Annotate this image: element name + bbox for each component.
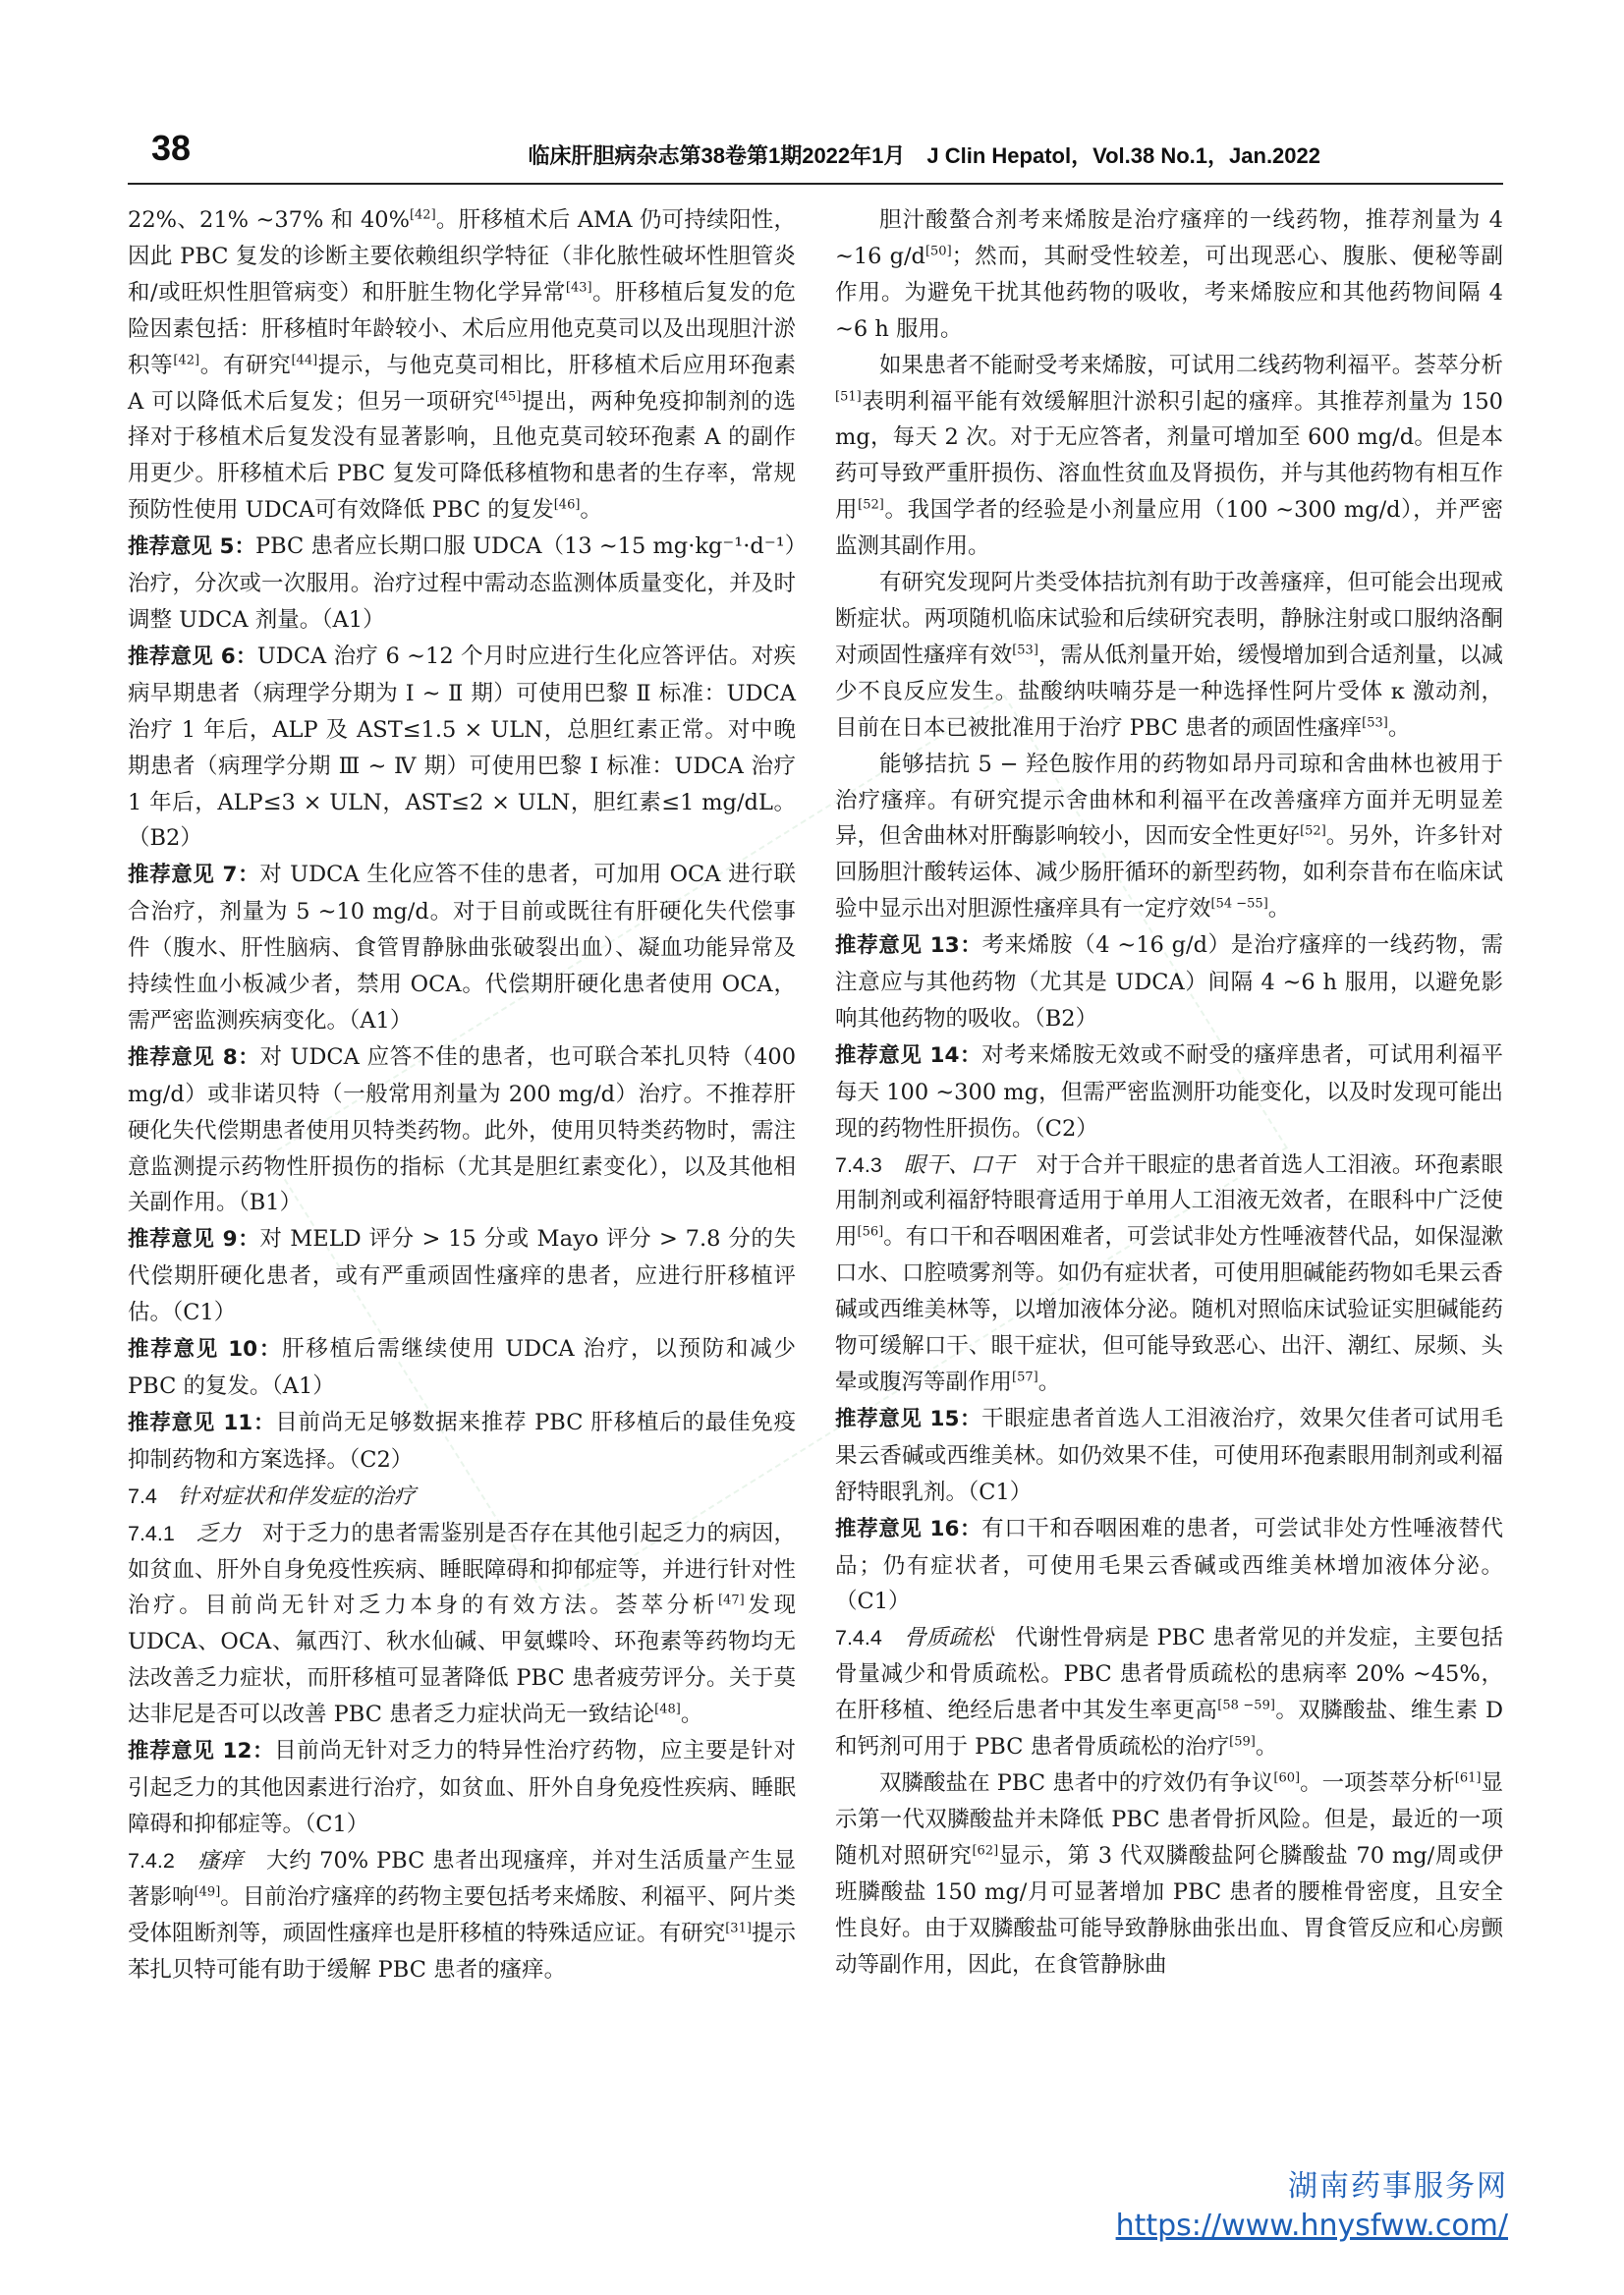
recommendation-12: 推荐意见 12：目前尚无针对乏力的特异性治疗药物，应主要是针对引起乏力的其他因素进行治疗，如贫血、肝外自身免疫性疾病、睡眠障碍和抑郁症等。（C1）	[128, 1738, 796, 1837]
citation: [49]	[194, 1884, 221, 1900]
section-heading-7-4: 7.4 针对症状和伴发症的治疗	[128, 1483, 416, 1509]
recommendation-10: 推荐意见 10：肝移植后需继续使用 UDCA 治疗，以预防和减少 PBC 的复发。（A1）	[128, 1336, 796, 1399]
citation: [48]	[654, 1702, 681, 1717]
recommendation-16: 推荐意见 16：有口干和吞咽困难的患者，可尝试非处方性唾液替代品；仍有症状者，可使用毛果云香碱或西维美林增加液体分泌。（C1）	[835, 1515, 1503, 1615]
citation: [52]	[858, 497, 884, 513]
section-7-4-3: 7.4.3 眼干、口干 对于合并干眼症的患者首选人工泪液。环孢素眼用制剂或利福舒特眼膏适用于单用人工泪液无效者，在眼科中广泛使用[56]。有口干和吞咽困难者，可尝试非处方性唾液替代品，如保湿漱口水、口腔喷雾剂等。如仍有症状者，可使用胆碱能药物如毛果云香碱或西维美林等，以增加液体分泌。随机对照临床试验证实胆碱能药物可缓解口干、眼干症状，但可能导致恶心、出汗、潮红、尿频、头晕或腹泻等副作用[57]。	[835, 1151, 1503, 1395]
citation: [42]	[173, 353, 200, 368]
left-column	[128, 202, 796, 1987]
section-7-4-1: 7.4.1 乏力 对于乏力的患者需鉴别是否存在其他引起乏力的病因，如贫血、肝外自身免疫性疾病、睡眠障碍和抑郁症等，并进行针对性治疗。目前尚无针对乏力本身的有效方法。荟萃分析[47]发现 UDCA、OCA、氟西汀、秋水仙碱、甲氨蝶呤、环孢素等药物均无法改善乏力症状，而肝移植可显著降低 PBC 患者疲劳评分。关于莫达非尼是否可以改善 PBC 患者乏力症状尚无一致结论[48]。	[128, 1520, 796, 1728]
recommendation-label: 推荐意见 7：	[128, 863, 260, 888]
paragraph: 能够拮抗 5 − 羟色胺作用的药物如昂丹司琼和舍曲林也被用于治疗瘙痒。有研究提示舍曲林和利福平在改善瘙痒方面并无明显差异，但舍曲林对肝酶影响较小，因而安全性更好[52]。另外，许多针对回肠胆汁酸转运体、减少肠肝循环的新型药物，如利奈昔布在临床试验中显示出对胆源性瘙痒具有一定疗效[54 −55]。	[835, 751, 1503, 923]
site-name: 湖南药事服务网	[1288, 2169, 1508, 2204]
recommendation-label: 推荐意见 8：	[128, 1044, 260, 1070]
running-header	[128, 126, 1503, 175]
recommendation-14: 推荐意见 14：对考来烯胺无效或不耐受的瘙痒患者，可试用利福平每天 100 ~300 mg，但需严密监测肝功能变化，以及时发现可能出现的药物性肝损伤。（C2）	[835, 1041, 1503, 1142]
citation: [54 −55]	[1210, 896, 1268, 912]
citation: [60]	[1273, 1770, 1301, 1786]
header-rule	[128, 183, 1503, 185]
subsection-title: 瘙痒	[197, 1847, 244, 1874]
paragraph: 22%、21% ~37% 和 40%[42]。肝移植术后 AMA 仍可持续阳性，因此 PBC 复发的诊断主要依赖组织学特征（非化脓性破坏性胆管炎和/或旺炽性胆管病变）和肝脏生物化学异常[43]。肝移植后复发的危险因素包括：肝移植时年龄较小、术后应用他克莫司以及出现胆汁淤积等[42]。有研究[44]提示，与他克莫司相比，肝移植术后应用环孢素 A 可以降低术后复发；但另一项研究[45]提出，两种免疫抑制剂的选择对于移植术后复发没有显著影响，且他克莫司较环孢素 A 的副作用更少。肝移植术后 PBC 复发可降低移植物和患者的生存率，常规预防性使用 UDCA可有效降低 PBC 的复发[46]。	[128, 207, 796, 524]
recommendation-9: 推荐意见 9：对 MELD 评分 > 15 分或 Mayo 评分 > 7.8 分的失代偿期肝硬化患者，或有严重顽固性瘙痒的患者，应进行肝移植评估。（C1）	[128, 1226, 796, 1326]
journal-title: 临床肝胆病杂志第38卷第1期2022年1月 J Clin Hepatol，Vol.38 No.1，Jan.2022	[528, 143, 1320, 168]
site-url-link[interactable]: https://www.hnysfww.com/	[1115, 2209, 1508, 2243]
paragraph: 胆汁酸螯合剂考来烯胺是治疗瘙痒的一线药物，推荐剂量为 4 ~16 g/d[50]；然而，其耐受性较差，可出现恶心、腹胀、便秘等副作用。为避免干扰其他药物的吸收，考来烯胺应和其他药物间隔 4 ~6 h 服用。	[835, 207, 1503, 342]
page-number: 38	[151, 128, 192, 168]
subsection-title: 骨质疏松	[904, 1625, 994, 1651]
citation: [59]	[1229, 1734, 1256, 1750]
paragraph: 如果患者不能耐受考来烯胺，可试用二线药物利福平。荟萃分析[51]表明利福平能有效缓解胆汁淤积引起的瘙痒。其推荐剂量为 150 mg，每天 2 次。对于无应答者，剂量可增加至 600 mg/d。但是本药可导致严重肝损伤、溶血性贫血及肾损伤，并与其他药物有相互作用[52]。我国学者的经验是小剂量应用（100 ~300 mg/d），并严密监测其副作用。	[835, 352, 1503, 560]
citation: [52]	[1300, 823, 1326, 839]
recommendation-label: 推荐意见 9：	[128, 1227, 260, 1253]
citation: [53]	[1012, 643, 1038, 658]
recommendation-11: 推荐意见 11：目前尚无足够数据来推荐 PBC 肝移植后的最佳免疫抑制药物和方案选择。（C2）	[128, 1409, 796, 1473]
citation: [43]	[565, 280, 592, 296]
right-column	[835, 202, 1503, 1983]
citation: [44]	[291, 353, 318, 368]
paragraph: 有研究发现阿片类受体拮抗剂有助于改善瘙痒，但可能会出现戒断症状。两项随机临床试验和后续研究表明，静脉注射或口服纳洛酮对顽固性瘙痒有效[53]，需从低剂量开始，缓慢增加到合适剂量，以减少不良反应发生。盐酸纳呋喃芬是一种选择性阿片受体 κ 激动剂，目前在日本已被批准用于治疗 PBC 患者的顽固性瘙痒[53]。	[835, 570, 1503, 741]
recommendation-label: 推荐意见 14：	[835, 1042, 982, 1068]
citation: [45]	[494, 389, 522, 405]
site-watermark	[1116, 2167, 1508, 2246]
recommendation-6: 推荐意见 6：UDCA 治疗 6 ~12 个月时应进行生化应答评估。对疾病早期患者（病理学分期为 Ⅰ ~ Ⅱ 期）可使用巴黎 Ⅱ 标准：UDCA 治疗 1 年后，ALP 及 AST≤1.5 × ULN，总胆红素正常。对中晚期患者（病理学分期 Ⅲ ~ Ⅳ 期）可使用巴黎 Ⅰ 标准：UDCA 治疗 1 年后，ALP≤3 × ULN，AST≤2 × ULN，胆红素≤1 mg/dL。（B2）	[128, 643, 797, 852]
citation: [53]	[1362, 715, 1388, 731]
citation: [42]	[409, 207, 436, 223]
citation: [51]	[835, 389, 862, 405]
recommendation-8: 推荐意见 8：对 UDCA 应答不佳的患者，也可联合苯扎贝特（400 mg/d）或非诺贝特（一般常用剂量为 200 mg/d）治疗。不推荐肝硬化失代偿期患者使用贝特类药物。此外，使用贝特类药物时，需注意监测提示药物性肝损伤的指标（尤其是胆红素变化），以及其他相关副作用。（B1）	[128, 1043, 797, 1216]
recommendation-label: 推荐意见 6：	[128, 644, 257, 669]
section-7-4-2: 7.4.2 瘙痒 大约 70% PBC 患者出现瘙痒，并对生活质量产生显著影响[49]。目前治疗瘙痒的药物主要包括考来烯胺、利福平、阿片类受体阻断剂等，顽固性瘙痒也是肝移植的特殊适应证。有研究[31]提示苯扎贝特可能有助于缓解 PBC 患者的瘙痒。	[128, 1847, 796, 1983]
recommendation-label: 推荐意见 10：	[128, 1337, 283, 1363]
citation: [57]	[1012, 1370, 1038, 1385]
citation: [31]	[725, 1921, 752, 1936]
recommendation-15: 推荐意见 15：干眼症患者首选人工泪液治疗，效果欠佳者可试用毛果云香碱或西维美林。如仍效果不佳，可使用环孢素眼用制剂或利福舒特眼乳剂。（C1）	[835, 1405, 1503, 1505]
recommendation-7: 推荐意见 7：对 UDCA 生化应答不佳的患者，可加用 OCA 进行联合治疗，剂量为 5 ~10 mg/d。对于目前或既往有肝硬化失代偿事件（腹水、肝性脑病、食管胃静脉曲张破裂出血）、凝血功能异常及持续性血小板减少者，禁用 OCA。代偿期肝硬化患者使用 OCA，需严密监测疾病变化。（A1）	[128, 862, 796, 1034]
recommendation-label: 推荐意见 15：	[835, 1406, 982, 1431]
recommendation-5: 推荐意见 5：PBC 患者应长期口服 UDCA（13 ~15 mg·kg⁻¹·d⁻¹）治疗，分次或一次服用。治疗过程中需动态监测体质量变化，并及时调整 UDCA 剂量。（A1）	[128, 533, 796, 633]
subsection-title: 眼干、口干	[903, 1151, 1015, 1178]
recommendation-label: 推荐意见 12：	[128, 1739, 275, 1764]
citation: [62]	[972, 1843, 999, 1859]
subsection-title: 乏力	[196, 1520, 241, 1546]
citation: [61]	[1454, 1770, 1482, 1786]
citation: [50]	[924, 244, 952, 259]
citation: [58 −59]	[1217, 1698, 1275, 1713]
recommendation-13: 推荐意见 13：考来烯胺（4 ~16 g/d）是治疗瘙痒的一线药物，需注意应与其他药物（尤其是 UDCA）间隔 4 ~6 h 服用，以避免影响其他药物的吸收。（B2）	[835, 932, 1503, 1032]
citation: [47]	[718, 1593, 745, 1608]
section-7-4-4: 7.4.4 骨质疏松 代谢性骨病是 PBC 患者常见的并发症，主要包括骨量减少和骨质疏松。PBC 患者骨质疏松的患病率 20% ~45%，在肝移植、绝经后患者中其发生率更高[58 −59]。双膦酸盐、维生素 D 和钙剂可用于 PBC 患者骨质疏松的治疗[59]。	[835, 1625, 1503, 1761]
recommendation-label: 推荐意见 16：	[835, 1516, 982, 1541]
recommendation-label: 推荐意见 13：	[835, 933, 982, 959]
paragraph: 双膦酸盐在 PBC 患者中的疗效仍有争议[60]。一项荟萃分析[61]显示第一代双膦酸盐并未降低 PBC 患者骨折风险。但是，最近的一项随机对照研究[62]显示，第 3 代双膦酸盐阿仑膦酸盐 70 mg/周或伊班膦酸盐 150 mg/月可显著增加 PBC 患者的腰椎骨密度，且安全性良好。由于双膦酸盐可能导致静脉曲张出血、胃食管反应和心房颤动等副作用，因此，在食管静脉曲	[835, 1769, 1503, 1978]
recommendation-label: 推荐意见 11：	[128, 1410, 276, 1435]
citation: [56]	[857, 1224, 884, 1240]
citation: [46]	[553, 497, 581, 513]
recommendation-label: 推荐意见 5：	[128, 534, 255, 560]
